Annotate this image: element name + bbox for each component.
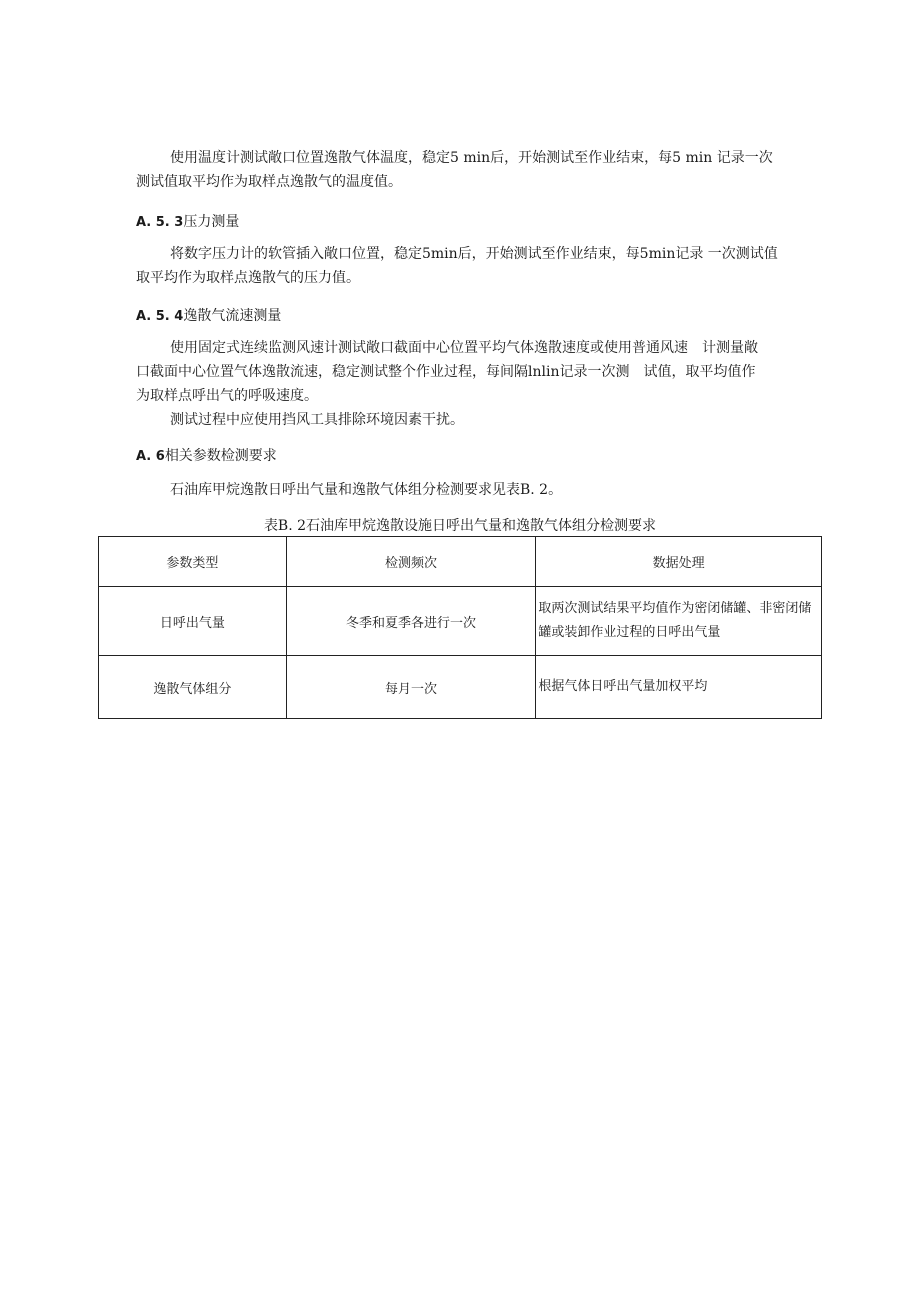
table-caption: 表B. 2石油库甲烷逸散设施日呼出气量和逸散气体组分检测要求	[263, 518, 657, 534]
section-heading-params	[136, 446, 277, 467]
paragraph-line: 使用温度计测试敞口位置逸散气体温度，稳定5 min后，开始测试至作业结束，每5 min 记录一次	[170, 150, 773, 166]
table-cell: 逸散气体组分	[99, 656, 287, 719]
paragraph-table-reference	[136, 478, 858, 502]
paragraph-line: 石油库甲烷逸散日呼出气量和逸散气体组分检测要求见表B. 2。	[170, 482, 563, 498]
table-cell: 每月一次	[286, 656, 536, 719]
paragraph-line: 使用固定式连续监测风速计测试敞口截面中心位置平均气体逸散速度或使用普通风速 计测量敞	[170, 340, 758, 356]
table-cell: 取两次测试结果平均值作为密闭储罐、非密闭储罐或装卸作业过程的日呼出气量	[536, 587, 822, 656]
header-frequency: 检测频次	[286, 537, 536, 587]
table-cell: 根据气体日呼出气量加权平均	[536, 656, 822, 719]
paragraph-line: 取平均作为取样点逸散气的压力值。	[136, 270, 360, 286]
section-title: 压力测量	[183, 214, 240, 230]
section-number: A. 5. 3	[136, 215, 184, 230]
table-cell: 日呼出气量	[99, 587, 287, 656]
paragraph-line: 测试值取平均作为取样点逸散气的温度值。	[136, 174, 402, 190]
section-heading-flow	[136, 306, 281, 327]
paragraph-flow	[136, 336, 858, 408]
paragraph-pressure	[136, 242, 858, 290]
header-param-type: 参数类型	[99, 537, 287, 587]
detection-requirements-table	[98, 536, 822, 719]
table-cell: 冬季和夏季各进行一次	[286, 587, 536, 656]
header-data-processing: 数据处理	[536, 537, 822, 587]
paragraph-line: 将数字压力计的软管插入敞口位置，稳定5min后，开始测试至作业结束，每5min记录 一次测试值	[170, 246, 778, 262]
paragraph-line: 测试过程中应使用挡风工具排除环境因素干扰。	[170, 412, 464, 428]
section-number: A. 6	[136, 449, 165, 464]
table-row	[99, 656, 822, 719]
table-row	[99, 587, 822, 656]
section-title: 逸散气流速测量	[183, 308, 282, 324]
paragraph-line: 口截面中心位置气体逸散流速，稳定测试整个作业过程，每间隔lnlin记录一次测 试值，取平均值作	[136, 364, 756, 380]
table-header-row	[99, 537, 822, 587]
section-heading-pressure	[136, 212, 239, 233]
section-title: 相关参数检测要求	[164, 448, 277, 464]
section-number: A. 5. 4	[136, 309, 184, 324]
paragraph-temperature	[136, 146, 858, 194]
paragraph-line: 为取样点呼出气的呼吸速度。	[136, 388, 318, 404]
paragraph-windshield	[136, 408, 858, 432]
